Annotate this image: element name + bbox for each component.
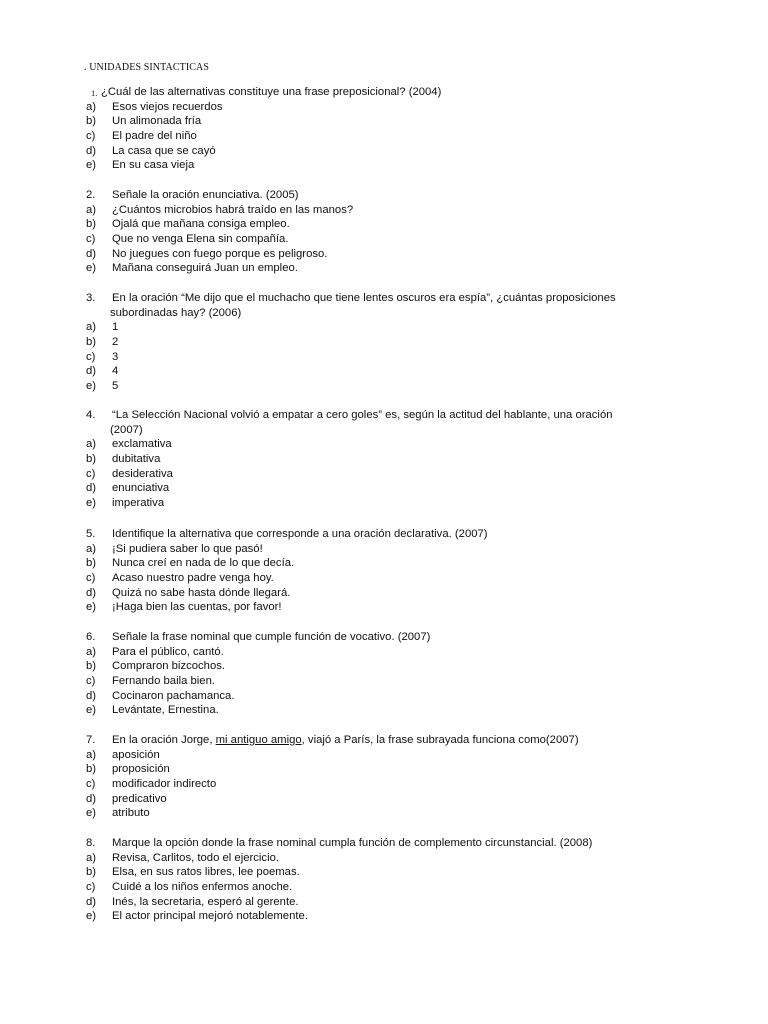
option-letter: a) <box>86 100 97 113</box>
option-text: El padre del niño <box>112 130 197 143</box>
option-letter: a) <box>86 321 97 334</box>
question-number: 4. <box>86 409 96 421</box>
option-text: Quizá no sabe hasta dónde llegará. <box>112 586 291 599</box>
question-number: 5. <box>86 528 96 540</box>
option-text: Mañana conseguirá Juan un empleo. <box>112 262 298 275</box>
option-letter: a) <box>86 438 97 451</box>
option-text: 4 <box>112 365 119 378</box>
option-letter: b) <box>86 763 97 776</box>
option-letter: b) <box>86 336 97 349</box>
option-text: aposición <box>112 748 160 761</box>
option-text: En su casa vieja <box>112 159 195 172</box>
option-letter: d) <box>86 895 97 908</box>
option-letter: d) <box>86 792 97 805</box>
option-text: Revisa, Carlitos, todo el ejercicio. <box>112 851 280 864</box>
option-text: enunciativa <box>112 482 170 495</box>
option-letter: c) <box>86 350 96 363</box>
option-letter: c) <box>86 572 96 585</box>
option-text: Para el público, cantó. <box>112 645 224 658</box>
option-letter: d) <box>86 144 97 157</box>
option-text: Fernando baila bien. <box>112 675 216 688</box>
option-text: 1 <box>112 321 119 334</box>
option-letter: e) <box>86 380 97 393</box>
option-letter: e) <box>86 704 97 717</box>
option-letter: e) <box>86 601 97 614</box>
question-number: 6. <box>86 631 96 643</box>
option-letter: d) <box>86 365 97 378</box>
option-letter: e) <box>86 497 97 510</box>
option-text: Cuidé a los niños enfermos anoche. <box>112 881 293 894</box>
question-number: 3. <box>86 292 96 304</box>
option-text: Acaso nuestro padre venga hoy. <box>112 572 274 585</box>
option-letter: e) <box>86 807 97 820</box>
option-text: dubitativa <box>112 453 161 466</box>
option-letter: c) <box>86 467 96 480</box>
question-number: 7. <box>86 734 96 746</box>
option-letter: b) <box>86 866 97 879</box>
option-text: Inés, la secretaria, esperó al gerente. <box>112 895 299 908</box>
option-text: ¿Cuántos microbios habrá traído en las manos? <box>112 203 354 216</box>
option-text: Ojalá que mañana consiga empleo. <box>112 218 290 231</box>
question-text: ¿Cuál de las alternativas constituye una frase preposicional? (2004) <box>101 86 442 98</box>
option-text: modificador indirecto <box>112 778 217 791</box>
option-text: Nunca creí en nada de lo que decía. <box>112 557 295 570</box>
option-text: Que no venga Elena sin compañía. <box>112 233 289 246</box>
question-text-continuation: (2007) <box>110 423 143 436</box>
option-letter: b) <box>86 218 97 231</box>
option-text: 5 <box>112 380 119 393</box>
option-letter: a) <box>86 542 97 555</box>
option-text: proposición <box>112 763 170 776</box>
question-text: Señale la oración enunciativa. (2005) <box>112 189 299 201</box>
option-text: Elsa, en sus ratos libres, lee poemas. <box>112 866 300 879</box>
option-letter: b) <box>86 115 97 128</box>
option-text: 3 <box>112 350 119 363</box>
option-text: imperativa <box>112 497 165 510</box>
option-text: Un alimonada fría <box>112 115 202 128</box>
option-letter: a) <box>86 203 97 216</box>
option-letter: c) <box>86 675 96 688</box>
option-text: ¡Haga bien las cuentas, por favor! <box>112 601 282 614</box>
option-letter: a) <box>86 748 97 761</box>
option-text: predicativo <box>112 792 167 805</box>
option-letter: e) <box>86 159 97 172</box>
option-letter: a) <box>86 851 97 864</box>
option-letter: d) <box>86 247 97 260</box>
option-text: La casa que se cayó <box>112 144 216 157</box>
question-text: En la oración Jorge, mi antiguo amigo, viajó a París, la frase subrayada funciona como(2007) <box>112 734 579 746</box>
option-letter: a) <box>86 645 97 658</box>
option-letter: c) <box>86 881 96 894</box>
option-letter: d) <box>86 689 97 702</box>
option-letter: b) <box>86 660 97 673</box>
underlined-phrase: mi antiguo amigo <box>215 734 302 746</box>
option-text: ¡Si pudiera saber lo que pasó! <box>112 542 263 555</box>
option-text: Cocinaron pachamanca. <box>112 689 235 702</box>
option-text: exclamativa <box>112 438 172 451</box>
option-text: El actor principal mejoró notablemente. <box>112 910 308 923</box>
option-text: 2 <box>112 336 119 349</box>
option-text: atributo <box>112 807 150 820</box>
question-text-continuation: subordinadas hay? (2006) <box>110 306 242 319</box>
option-letter: c) <box>86 233 96 246</box>
option-letter: d) <box>86 482 97 495</box>
question-number: 1. <box>91 88 98 98</box>
option-text: Esos viejos recuerdos <box>112 100 223 113</box>
question-text: Señale la frase nominal que cumple función de vocativo. (2007) <box>112 631 431 643</box>
option-text: Levántate, Ernestina. <box>112 704 219 717</box>
option-letter: d) <box>86 586 97 599</box>
option-letter: b) <box>86 453 97 466</box>
question-text: Marque la opción donde la frase nominal cumpla función de complemento circunstancial. (2008) <box>112 837 593 849</box>
question-number: 8. <box>86 837 96 849</box>
option-text: desiderativa <box>112 467 173 480</box>
option-text: No juegues con fuego porque es peligroso. <box>112 247 328 260</box>
question-text: En la oración “Me dijo que el muchacho que tiene lentes oscuros era espía”, ¿cuántas proposiciones <box>112 292 616 304</box>
option-letter: c) <box>86 130 96 143</box>
question-text: “La Selección Nacional volvió a empatar a cero goles” es, según la actitud del hablante, una oración <box>112 409 613 421</box>
option-letter: c) <box>86 778 96 791</box>
option-letter: b) <box>86 557 97 570</box>
option-text: Compraron bizcochos. <box>112 660 226 673</box>
question-number: 2. <box>86 189 96 201</box>
option-letter: e) <box>86 910 97 923</box>
option-letter: e) <box>86 262 97 275</box>
page-title: . UNIDADES SINTACTICAS <box>84 62 210 73</box>
question-text: Identifique la alternativa que corresponde a una oración declarativa. (2007) <box>112 528 488 540</box>
